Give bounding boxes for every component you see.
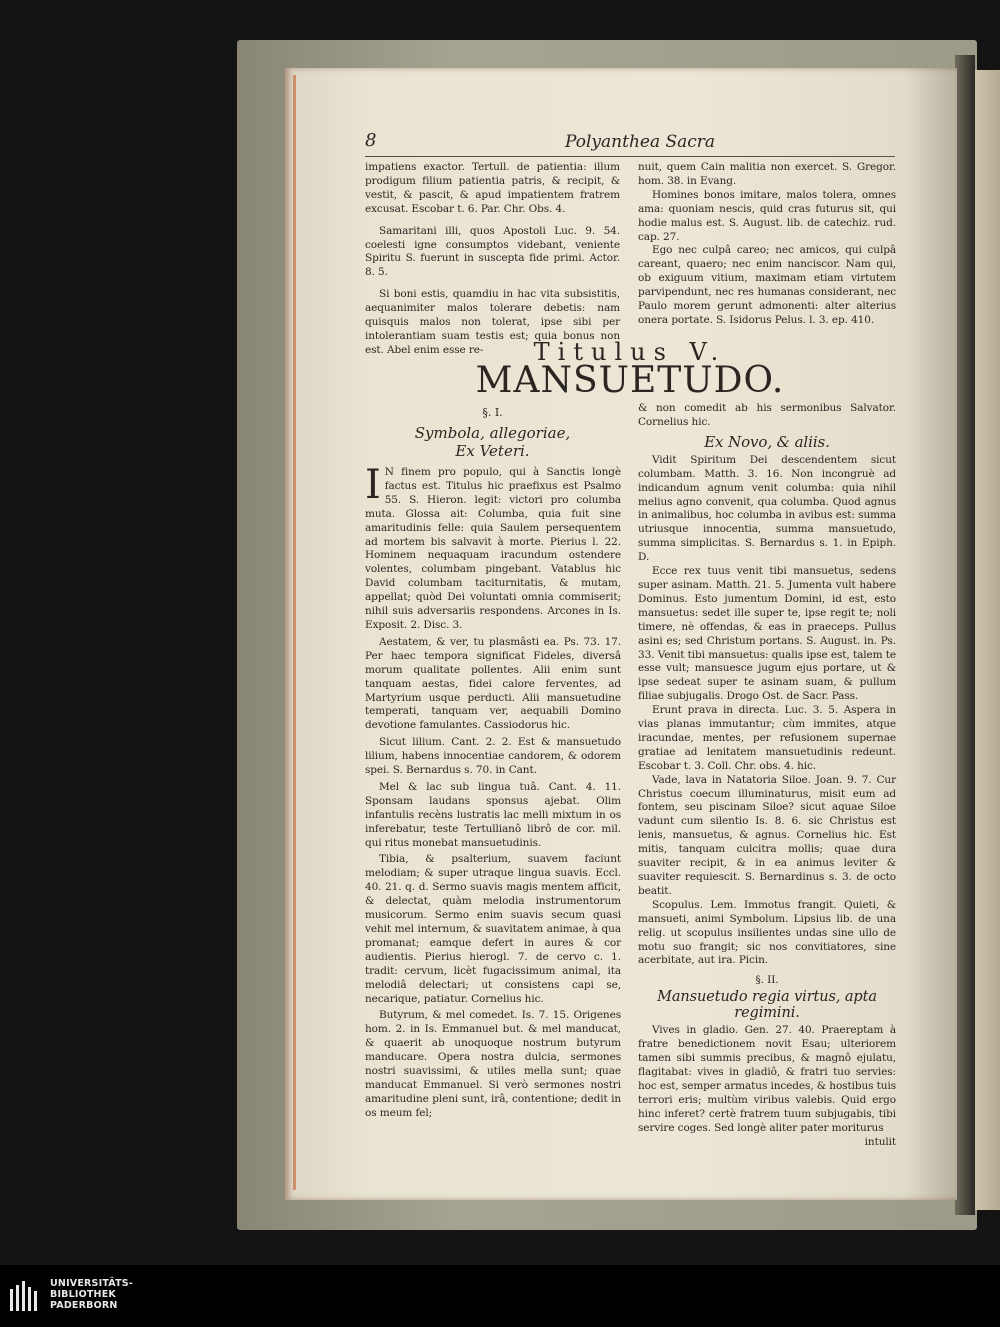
paragraph: Samaritani illi, quos Apostoli Luc. 9. 54. coelesti igne consumptos videbant, veniente Spiritu S. fuerunt in suscepta fide primi. Actor. 8. 5. <box>365 224 620 279</box>
library-logo-icon <box>8 1279 42 1313</box>
paragraph: & non comedit ab his sermonibus Salvator. Cornelius hic. <box>638 402 896 428</box>
catchword: intulit <box>864 1135 896 1148</box>
paragraph: Ego nec culpâ careo; nec amicos, qui culpâ careant, quaero; nec enim nanciscor. Nam qui, ob exiguum vitium, maximam etiam virtutem parvipendunt, nec res humanas considerant, nec Paulo morem gerunt admonenti: alter alterius onera portate. S. Isidorus Pelus. l. 3. ep. 410. <box>638 244 896 326</box>
drop-cap: I <box>365 462 381 508</box>
paragraph: Erunt prava in directa. Luc. 3. 5. Aspera in vias planas immutantur; cùm immites, atque iracundae, mentes, per refusionem supernae gratiae ad lenitatem mansuetudinis redeunt. Escobar t. 3. Coll. Chr. obs. 4. hic. <box>638 704 896 772</box>
section-mark: §. II. <box>755 974 779 987</box>
subsection-title: Ex Novo, & aliis. <box>704 432 830 451</box>
section-mark: §. I. <box>482 406 503 419</box>
library-logo-text: UNIVERSITÄTS- BIBLIOTHEK PADERBORN <box>50 1278 133 1311</box>
chapter-number: Titulus V. <box>533 338 727 366</box>
paragraph: Scopulus. Lem. Immotus frangit. Quieti, & mansueti, animi Symbolum. Lipsius lib. de una relig. ut scopulus insilientes undas sine ullo de motu suo frangit; sic nos convitiatores, sine acerbitate, aut ira. Picin. <box>638 898 896 967</box>
left-column <box>365 462 621 1121</box>
paragraph: Vade, lava in Natatoria Siloe. Joan. 9. 7. Cur Christus coecum illuminaturus, misit eum ad fontem, seu piscinam Siloe? sicut aquae Siloe vadunt cum silentio Is. 8. 6. sic Christus est lenis, mansuetus, & agnus. Cornelius hic. Est mitis, tanquam culcitra mollis; quae dura suaviter recipit, & in ea animus leviter & suaviter requiescit. S. Bernardinus s. 3. de octo beatit. <box>638 773 896 897</box>
page-header <box>365 130 895 156</box>
right-column <box>638 402 896 1149</box>
paragraph: nuit, quem Cain malitia non exercet. S. Gregor. hom. 38. in Evang. <box>638 161 896 187</box>
paragraph: Tibia, & psalterium, suavem faciunt melodiam; & super utraque lingua suavis. Eccl. 40. 21. q. d. Sermo suavis magis mentem afficit, & delectat, quàm melodia instrumentorum musicorum. Sermo enim suavis secum quasi vehit mel internum, & suavitatem animae, à qua promanat; eamque defert in aures & cor audientis. Pierius hierogl. 7. de cervo c. 1. tradit: cervum, licèt fugacissimum animal, ita melodiâ delectari; ut consistens capi se, necarique, patiatur. Cornelius hic. <box>365 853 621 1005</box>
facing-page-edge <box>975 70 1000 1210</box>
paragraph: Aestatem, & ver, tu plasmâsti ea. Ps. 73. 17. Per haec tempora significat Fideles, diversâ morum qualitate pollentes. Alii enim sunt tanquam aestas, fidei calore ferventes, ad Martyrium usque perducti. Alii mansuetudine temperati, tanquam ver, aequabili Domino devotione famulantes. Cassiodorus hic. <box>365 635 621 732</box>
paragraph: Sicut lilium. Cant. 2. 2. Est & mansuetudo lilium, habens innocentiae candorem, & odorem spei. S. Bernardus s. 70. in Cant. <box>365 736 621 777</box>
paragraph: Si boni estis, quamdiu in hac vita subsistitis, aequanimiter malos tolerare debetis: nam quisquis malos non tolerat, ipse sibi per intolerantiam suam testis est; quia bonus non est. Abel enim esse re- <box>365 288 620 356</box>
paragraph: Vives in gladio. Gen. 27. 40. Praereptam à fratre benedictionem novit Esau; ulteriorem tamen sibi summis precibus, & magnô ejulatu, flagitabat: vives in gladiô, & fratri tuo servies: hoc est, semper armatus incedes, & hostibus tuis terrori eris; multùm viribus valebis. Quid ergo hinc inferet? certè fratrem tuum subjugabis, tibi servire coges. Sed longè aliter pater moriturus <box>638 1024 896 1134</box>
red-page-edge <box>293 75 296 1190</box>
paragraph: I N finem pro populo, qui à Sanctis longè factus est. Titulus hic praefixus est Psalmo 55. S. Hieron. legit: victori pro columba muta. Glossa ait: Columba, quia fuit sine amaritudinis felle: quia Saulem persequentem ad mortem bis salvavit à morte. Pierius l. 22. Hominem nequaquam iracundum ostendere volentes, columbam pingebant. Vatablus hic David columbam taciturnitatis, & mutam, appellat; quòd Dei voluntati omnia commiserit; nihil suis adversariis respondens. Arcones in Is. Exposit. 2. Disc. 3. <box>365 462 621 631</box>
paragraph: Butyrum, & mel comedet. Is. 7. 15. Origenes hom. 2. in Is. Emmanuel but. & mel manducat, & quaerit ab unoquoque nostrum butyrum manducare. Opera nostra dulcia, sermones nostri suavissimi, & utiles mella sunt; quae manducat Emmanuel. Si verò sermones nostri amaritudine pleni sunt, irâ, contentione; dedit in os meum fel; <box>365 1009 621 1119</box>
paragraph: Mel & lac sub lingua tuâ. Cant. 4. 11. Sponsam laudans sponsus ajebat. Olim infantulis recèns lustratis lac melli mixtum in os inferebatur, teste Tertullianô librô de cor. mil. qui ritus monebat mansuetudinis. <box>365 780 621 849</box>
top-right-column <box>638 161 896 328</box>
paragraph: Vidit Spiritum Dei descendentem sicut columbam. Matth. 3. 16. Non incongruè ad indicandum agnum venit columba: quia nihil melius agno convenit, qua columba. Quod agnus in animalibus, hoc columba in avibus est: summa utriusque innocentia, summa mansuetudo, summa simplicitas. S. Bernardus s. 1. in Epiph. D. <box>638 453 896 564</box>
top-left-column <box>365 161 620 358</box>
header-rule <box>365 156 895 157</box>
section-title: Mansuetudo regia virtus, apta regimini. <box>657 989 877 1022</box>
section-title: Symbola, allegoriae, <box>414 424 571 442</box>
running-title: Polyanthea Sacra <box>565 132 716 152</box>
paragraph: Homines bonos imitare, malos tolera, omnes ama: quoniam nescis, quid cras futurus sit, qui hodie malus est. S. August. lib. de catechiz. rud. cap. 27. <box>638 188 896 243</box>
subsection-title: Ex Veteri. <box>455 442 530 460</box>
chapter-title: MANSUETUDO. <box>475 360 785 401</box>
paragraph: impatiens exactor. Tertull. de patientia: illum prodigum filium patientia patris, & recipit, & vestit, & pascit, & apud impatientem fratrem excusat. Escobar t. 6. Par. Chr. Obs. 4. <box>365 161 620 215</box>
library-logo <box>8 1275 138 1325</box>
book-gutter <box>955 55 975 1215</box>
page-number: 8 <box>365 130 377 151</box>
paragraph: Ecce rex tuus venit tibi mansuetus, sedens super asinam. Matth. 21. 5. Jumenta vult habere Dominus. Esto jumentum Domini, id est, esto mansuetus: sedet ille super te, ipse regit te; noli timere, nè offendas, & eas in praeceps. Pullus asini es; sed Christum portans. S. August. in. Ps. 33. Venit tibi mansuetus: qualis ipse est, talem te esse vult; mansuesce jugum ejus portare, ut & ipse sedeat super te asinam suam, & pullum filiae subjugalis. Drogo Ost. de Sacr. Pass. <box>638 565 896 703</box>
